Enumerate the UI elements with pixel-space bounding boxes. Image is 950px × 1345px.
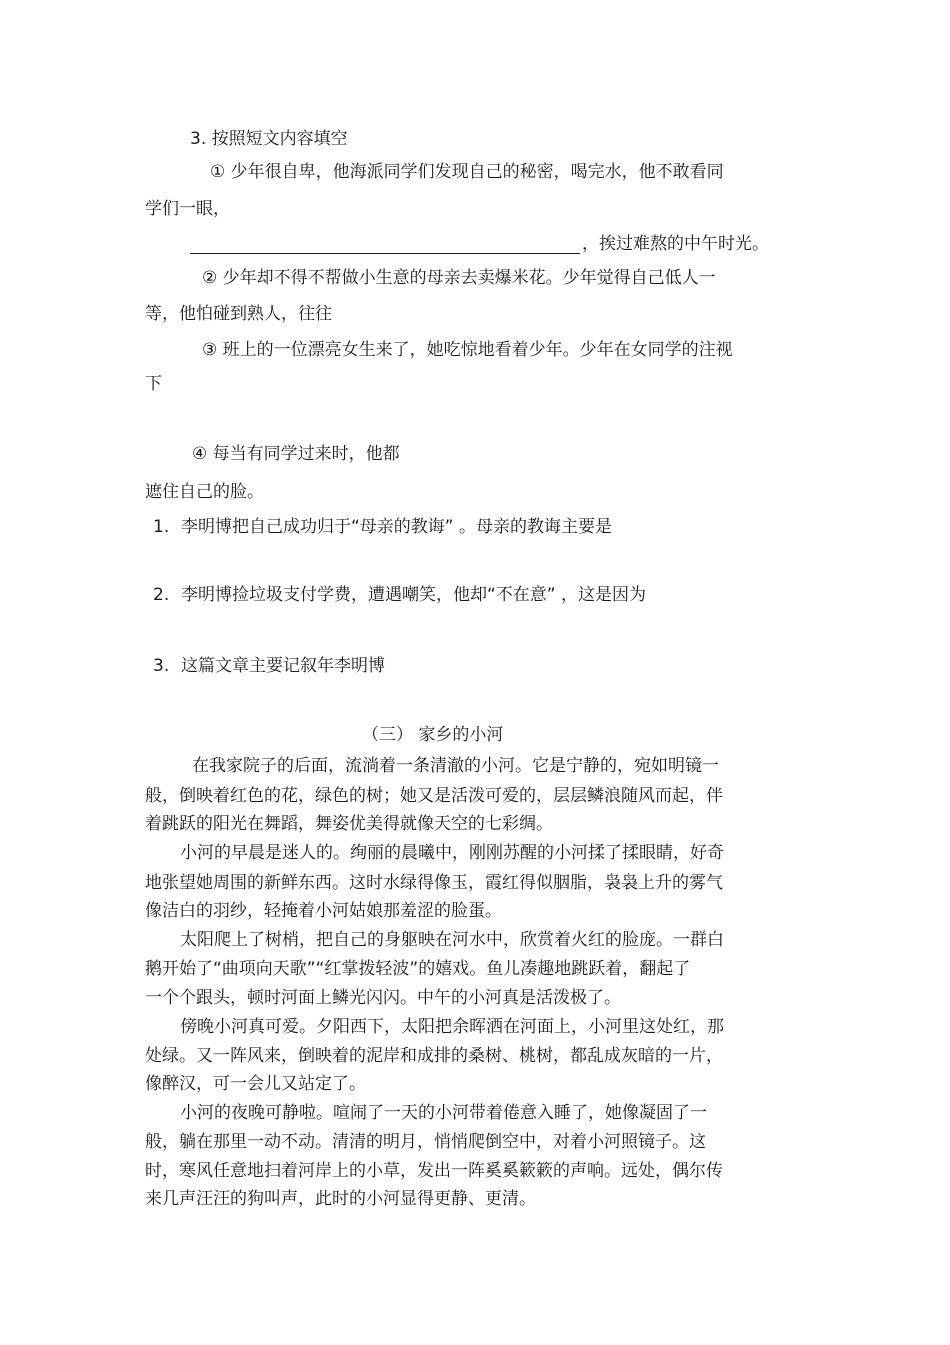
fill-item-1-line-3-tail: ，挨过难熬的中午时光。	[582, 234, 769, 254]
fill-item-2-line-1: ② 少年却不得不帮做小生意的母亲去卖爆米花。少年觉得自己低人一	[202, 268, 716, 288]
article-line: 像洁白的羽纱，轻掩着小河姑娘那羞涩的脸蛋。	[145, 901, 502, 921]
article-line: 着跳跃的阳光在舞蹈，舞姿优美得就像天空的七彩绸。	[145, 814, 553, 834]
article-line: 在我家院子的后面，流淌着一条清澈的小河。它是宁静的，宛如明镜一	[192, 756, 719, 776]
question-2-number: 2.	[153, 585, 170, 605]
article-line: 小河的夜晚可静啦。喧闹了一天的小河带着倦意入睡了，她像凝固了一	[180, 1103, 707, 1123]
article-line: 般，躺在那里一动不动。清清的明月，悄悄爬倒空中，对着小河照镜子。这	[145, 1132, 706, 1152]
fill-item-2-line-2: 等，他怕碰到熟人，往往	[145, 304, 332, 324]
fill-item-4-line-2: 遮住自己的脸。	[145, 482, 264, 502]
fill-item-1-line-1: ① 少年很自卑，他海派同学们发现自己的秘密，喝完水，他不敢看同	[210, 162, 724, 182]
article-line: 处绿。又一阵风来，倒映着的泥岸和成排的桑树、桃树，都乱成灰暗的一片，	[145, 1046, 723, 1066]
fill-item-1-line-2: 学们一眼，	[145, 199, 230, 219]
article-line: 像醉汉，可一会儿又站定了。	[145, 1074, 366, 1094]
question-2-text: 李明博捡垃圾支付学费，遭遇嘲笑，他却“不在意” ，这是因为	[181, 585, 647, 605]
article-line: 一个个跟头，顿时河面上鳞光闪闪。中午的小河真是活泼极了。	[145, 988, 621, 1008]
article-line: 地张望她周围的新鲜东西。这时水绿得像玉，霞红得似胭脂，袅袅上升的雾气	[145, 873, 723, 893]
fill-section-heading: 3. 按照短文内容填空	[190, 129, 348, 149]
question-3-text: 这篇文章主要记叙年李明博	[181, 656, 385, 676]
question-3-number: 3.	[153, 656, 170, 676]
article-line: 时，寒风任意地扫着河岸上的小草，发出一阵奚奚簌簌的声响。远处，偶尔传	[145, 1161, 723, 1181]
article-line: 鹅开始了“曲项向天歌”“红掌拨轻波”的嬉戏。鱼儿凑趣地跳跃着，翻起了	[145, 959, 691, 979]
article-title: （三） 家乡的小河	[362, 725, 504, 745]
fill-item-4-line-1: ④ 每当有同学过来时，他都	[192, 444, 400, 464]
question-1-number: 1.	[153, 517, 170, 537]
article-line: 般，倒映着红色的花，绿色的树；她又是活泼可爱的，层层鳞浪随风而起，伴	[145, 786, 723, 806]
article-line: 傍晚小河真可爱。夕阳西下，太阳把余晖洒在河面上，小河里这处红，那	[180, 1017, 724, 1037]
fill-item-3-line-1: ③ 班上的一位漂亮女生来了，她吃惊地看着少年。少年在女同学的注视	[202, 340, 733, 360]
article-line: 来几声汪汪的狗叫声，此时的小河显得更静、更清。	[145, 1189, 536, 1209]
article-line: 太阳爬上了树梢，把自己的身躯映在河水中，欣赏着火红的脸庞。一群白	[180, 930, 724, 950]
fill-item-1-blank[interactable]	[190, 253, 580, 254]
question-1-text: 李明博把自己成功归于“母亲的教诲” 。母亲的教诲主要是	[181, 517, 613, 537]
article-line: 小河的早晨是迷人的。绚丽的晨曦中，刚刚苏醒的小河揉了揉眼睛，好奇	[180, 843, 724, 863]
fill-item-3-line-2: 下	[145, 374, 162, 394]
